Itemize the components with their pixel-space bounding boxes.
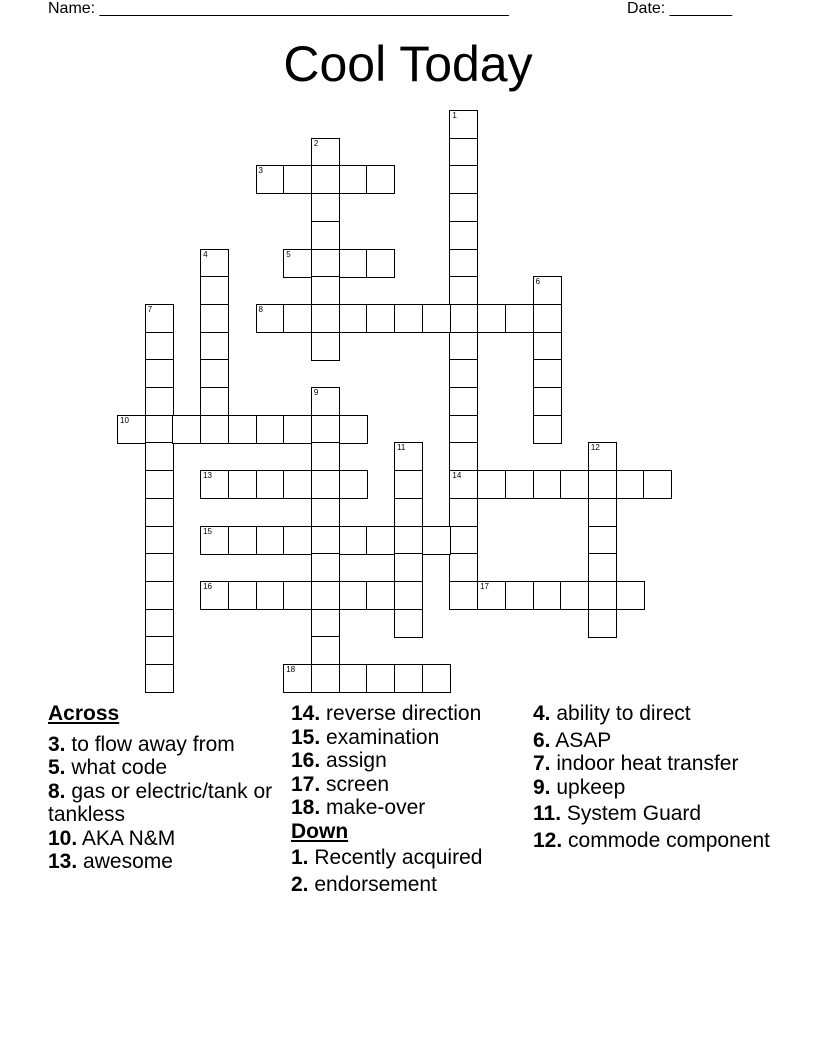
grid-cell[interactable]: [449, 332, 478, 361]
clue-across-5: 5. what code: [48, 756, 168, 779]
clue-number: 17: [480, 581, 489, 591]
grid-cell[interactable]: [283, 526, 312, 555]
clue-number: 13: [203, 471, 212, 481]
clue-down-9: 9. upkeep: [533, 775, 626, 799]
grid-cell[interactable]: [394, 442, 423, 471]
grid-cell[interactable]: [560, 581, 589, 610]
grid-cell[interactable]: [533, 276, 562, 305]
grid-cell[interactable]: [394, 304, 423, 333]
grid-cell[interactable]: [366, 165, 395, 194]
grid-cell[interactable]: [616, 581, 645, 610]
grid-cell[interactable]: [283, 304, 312, 333]
grid-cell[interactable]: [311, 415, 340, 444]
grid-cell[interactable]: [145, 526, 174, 555]
clue-down-7: 7. indoor heat transfer: [533, 752, 739, 775]
grid-cell[interactable]: [449, 304, 478, 333]
clue-across-8: 8. gas or electric/tank or tankless: [48, 779, 273, 826]
grid-cell[interactable]: [394, 526, 423, 555]
clue-number: 4: [203, 249, 208, 259]
grid-cell[interactable]: [449, 359, 478, 388]
grid-cell[interactable]: [339, 415, 368, 444]
grid-cell[interactable]: [449, 249, 478, 278]
clue-down-1: 1. Recently acquired: [291, 846, 483, 869]
grid-cell[interactable]: [145, 304, 174, 333]
grid-cell[interactable]: [228, 415, 257, 444]
grid-cell[interactable]: [394, 609, 423, 638]
grid-cell[interactable]: [256, 526, 285, 555]
clue-number: 8: [258, 304, 263, 314]
grid-cell[interactable]: [256, 415, 285, 444]
grid-cell[interactable]: [533, 470, 562, 499]
grid-cell[interactable]: [533, 415, 562, 444]
grid-cell[interactable]: [200, 304, 229, 333]
clue-down-11: 11. System Guard: [533, 802, 702, 825]
grid-cell[interactable]: [172, 415, 201, 444]
grid-cell[interactable]: [505, 581, 534, 610]
grid-cell[interactable]: [533, 581, 562, 610]
grid-cell[interactable]: [256, 470, 285, 499]
grid-cell[interactable]: [145, 332, 174, 361]
clue-number: 2: [313, 138, 319, 148]
grid-cell[interactable]: [311, 498, 340, 527]
grid-cell[interactable]: [145, 415, 174, 444]
grid-cell[interactable]: [145, 664, 174, 693]
grid-cell[interactable]: [616, 470, 645, 499]
grid-cell[interactable]: [200, 415, 229, 444]
clues-column-2: [291, 702, 516, 896]
clues-column-3: [533, 702, 773, 852]
grid-cell[interactable]: [283, 664, 312, 693]
grid-cell[interactable]: [533, 359, 562, 388]
grid-cell[interactable]: [449, 581, 478, 610]
grid-cell[interactable]: [449, 221, 478, 250]
grid-cell[interactable]: [449, 470, 478, 499]
grid-cell[interactable]: [311, 664, 340, 693]
grid-cell[interactable]: [477, 470, 506, 499]
grid-cell[interactable]: [311, 553, 340, 582]
grid-cell[interactable]: [311, 387, 340, 416]
grid-cell[interactable]: [505, 304, 534, 333]
grid-cell[interactable]: [588, 581, 617, 610]
clue-number: 18: [286, 665, 296, 674]
grid-cell[interactable]: [339, 165, 368, 194]
clue-number: 5: [286, 249, 291, 259]
grid-cell[interactable]: [449, 165, 478, 194]
clue-number: 6: [535, 277, 540, 287]
clue-number: 14: [452, 471, 462, 481]
clue-across-17: 17. screen: [291, 772, 390, 796]
grid-cell[interactable]: [339, 526, 368, 555]
grid-cell[interactable]: [311, 442, 340, 471]
grid-cell[interactable]: [449, 387, 478, 416]
clue-across-16: 16. assign: [291, 749, 387, 772]
grid-cell[interactable]: [311, 609, 340, 638]
grid-cell[interactable]: [200, 387, 229, 416]
grid-cell[interactable]: [311, 304, 340, 333]
grid-cell[interactable]: [200, 581, 229, 610]
across-heading: Across: [48, 702, 120, 725]
clue-across-15: 15. examination: [291, 725, 440, 749]
grid-cell[interactable]: [200, 332, 229, 361]
grid-cell[interactable]: [311, 138, 340, 167]
grid-cell[interactable]: [366, 526, 395, 555]
grid-cell[interactable]: [422, 664, 451, 693]
grid-cell[interactable]: [339, 664, 368, 693]
clue-across-18: 18. make-over: [291, 796, 426, 819]
grid-cell[interactable]: [588, 442, 617, 471]
clue-across-14: 14. reverse direction: [291, 702, 482, 725]
grid-cell[interactable]: [505, 470, 534, 499]
down-heading: Down: [291, 819, 349, 843]
grid-cell[interactable]: [394, 664, 423, 693]
grid-cell[interactable]: [145, 359, 174, 388]
clue-across-13: 13. awesome: [48, 850, 173, 873]
grid-cell[interactable]: [588, 526, 617, 555]
grid-cell[interactable]: [117, 415, 146, 444]
grid-cell[interactable]: [311, 470, 340, 499]
clue-across-10: 10. AKA N&M: [48, 826, 176, 850]
grid-cell[interactable]: [588, 498, 617, 527]
grid-cell[interactable]: [283, 165, 312, 194]
grid-cell[interactable]: [145, 581, 174, 610]
grid-cell[interactable]: [560, 470, 589, 499]
grid-cell[interactable]: [200, 276, 229, 305]
grid-cell[interactable]: [533, 387, 562, 416]
grid-cell[interactable]: [145, 442, 174, 471]
clue-number: 12: [590, 443, 600, 453]
puzzle-title: Cool Today: [283, 36, 533, 92]
grid-cell[interactable]: [200, 359, 229, 388]
grid-cell[interactable]: [366, 249, 395, 278]
grid-cell[interactable]: [256, 581, 285, 610]
grid-cell[interactable]: [228, 526, 257, 555]
grid-cell[interactable]: [283, 470, 312, 499]
grid-cell[interactable]: [449, 193, 478, 222]
grid-cell[interactable]: [449, 415, 478, 444]
grid-cell[interactable]: [449, 442, 478, 471]
grid-cell[interactable]: [449, 553, 478, 582]
name-field[interactable]: Name: ______________________________________________: [48, 0, 509, 17]
grid-cell[interactable]: [366, 664, 395, 693]
grid-cell[interactable]: [588, 470, 617, 499]
grid-cell[interactable]: [200, 470, 229, 499]
grid-cell[interactable]: [311, 165, 340, 194]
grid-cell[interactable]: [449, 276, 478, 305]
clue-number: 15: [203, 526, 212, 536]
grid-cell[interactable]: [200, 526, 229, 555]
clue-number: 9: [313, 388, 319, 397]
clue-down-4: 4. ability to direct: [533, 702, 691, 725]
clue-down-2: 2. endorsement: [291, 872, 437, 896]
clue-number: 1: [452, 111, 457, 120]
grid-cell[interactable]: [533, 304, 562, 333]
grid-cell[interactable]: [256, 304, 285, 333]
grid-cell[interactable]: [339, 304, 368, 333]
grid-cell[interactable]: [311, 249, 340, 278]
grid-cell[interactable]: [283, 249, 312, 278]
clue-number: 3: [258, 166, 263, 176]
grid-cell[interactable]: [145, 553, 174, 582]
grid-cell[interactable]: [339, 249, 368, 278]
grid-cell[interactable]: [533, 332, 562, 361]
grid-cell[interactable]: [643, 470, 672, 499]
clue-down-6: 6. ASAP: [533, 728, 612, 752]
grid-cell[interactable]: [422, 304, 451, 333]
clue-number: 7: [147, 304, 153, 314]
grid-cell[interactable]: [145, 609, 174, 638]
grid-cell[interactable]: [145, 387, 174, 416]
grid-cell[interactable]: [339, 470, 368, 499]
grid-cell[interactable]: [311, 581, 340, 610]
grid-cell[interactable]: [256, 165, 285, 194]
clue-number: 10: [120, 415, 129, 425]
grid-cell[interactable]: [145, 636, 174, 665]
grid-cell[interactable]: [311, 276, 340, 305]
grid-cell[interactable]: [366, 581, 395, 610]
grid-cell[interactable]: [283, 415, 312, 444]
grid-cell[interactable]: [449, 526, 478, 555]
grid-cell[interactable]: [228, 581, 257, 610]
grid-cell[interactable]: [311, 332, 340, 361]
clue-number: 16: [203, 581, 212, 591]
grid-cell[interactable]: [311, 221, 340, 250]
grid-cell[interactable]: [311, 193, 340, 222]
grid-cell[interactable]: [283, 581, 312, 610]
grid-cell[interactable]: [394, 553, 423, 582]
grid-cell[interactable]: [394, 581, 423, 610]
grid-cell[interactable]: [394, 470, 423, 499]
grid-cell[interactable]: [145, 470, 174, 499]
grid-cell[interactable]: [394, 498, 423, 527]
clue-down-12: 12. commode component: [533, 828, 770, 852]
grid-cell[interactable]: [588, 609, 617, 638]
grid-cell[interactable]: [477, 304, 506, 333]
grid-cell[interactable]: [449, 498, 478, 527]
grid-cell[interactable]: [366, 304, 395, 333]
grid-cell[interactable]: [145, 498, 174, 527]
grid-cell[interactable]: [200, 249, 229, 278]
grid-cell[interactable]: [449, 138, 478, 167]
grid-cell[interactable]: [449, 110, 478, 139]
grid-cell[interactable]: [477, 581, 506, 610]
grid-cell[interactable]: [588, 553, 617, 582]
clue-across-3: 3. to flow away from: [48, 732, 235, 756]
grid-cell[interactable]: [339, 581, 368, 610]
grid-cell[interactable]: [311, 636, 340, 665]
grid-cell[interactable]: [228, 470, 257, 499]
grid-cell[interactable]: [422, 526, 451, 555]
date-field[interactable]: Date: _______: [627, 0, 732, 17]
grid-cell[interactable]: [311, 526, 340, 555]
clues-column-1: [48, 702, 273, 874]
clue-number: 11: [397, 443, 406, 453]
